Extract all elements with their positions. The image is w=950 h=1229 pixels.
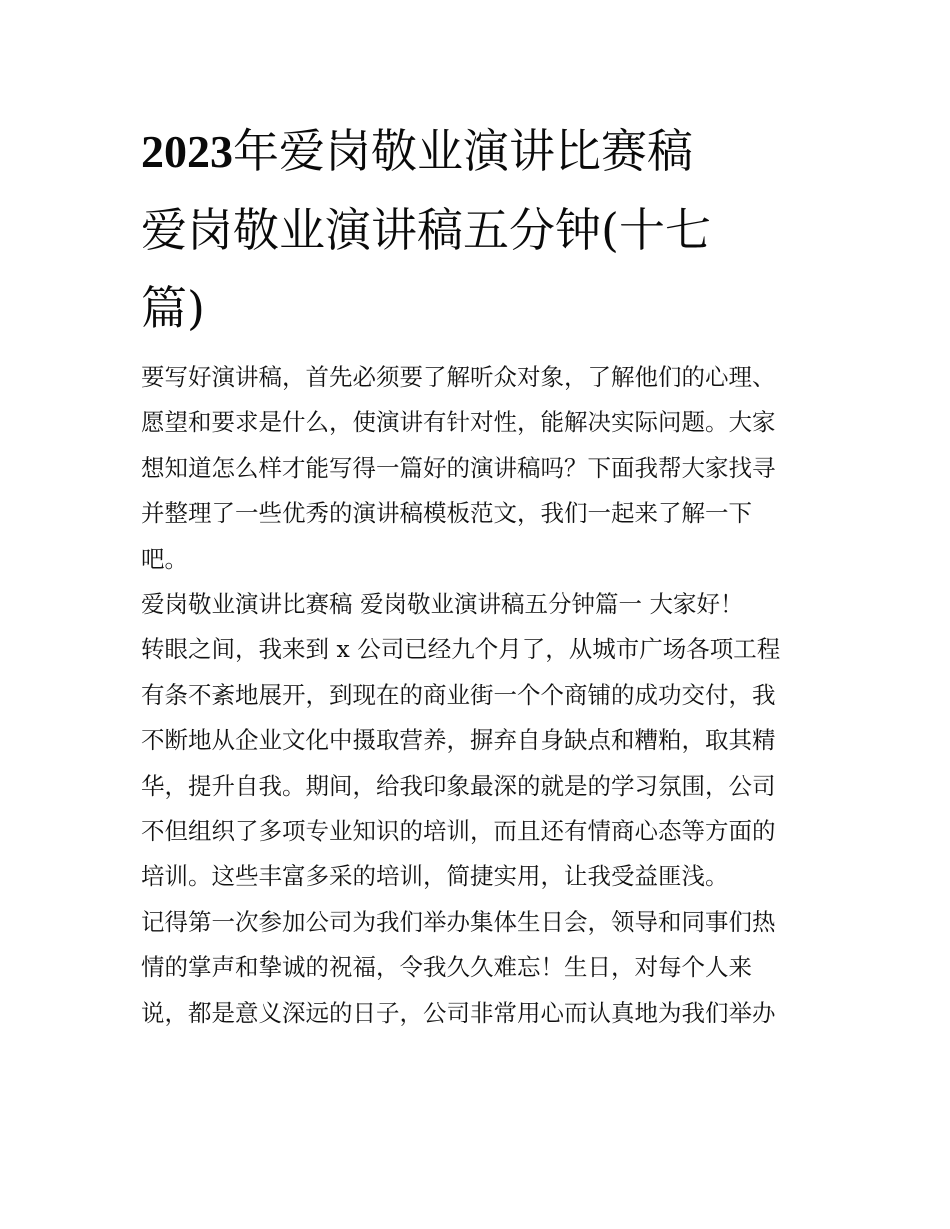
intro-line: 吧。 (141, 544, 188, 573)
document-body (141, 355, 821, 1036)
section-heading (141, 582, 821, 627)
body-paragraph-1 (141, 627, 821, 899)
paragraph-line: 记得第一次参加公司为我们举办集体生日会，领导和同事们热 (141, 907, 776, 936)
title-year: 2023 (141, 126, 233, 177)
title-line-2: 爱岗敬业演讲稿五分钟(十七 (141, 203, 711, 257)
intro-line: 并整理了一些优秀的演讲稿模板范文，我们一起来了解一下 (141, 499, 752, 528)
section-heading-text: 爱岗敬业演讲比赛稿 爱岗敬业演讲稿五分钟篇一 大家好！ (141, 590, 744, 619)
body-paragraph-2 (141, 900, 821, 1036)
intro-line: 愿望和要求是什么，使演讲有针对性，能解决实际问题。大家 (141, 408, 776, 437)
paragraph-line: 情的掌声和挚诚的祝福，令我久久难忘！生日，对每个人来 (141, 953, 752, 982)
title-line-3: 篇) (141, 281, 205, 335)
paragraph-line: 有条不紊地展开，到现在的商业街一个个商铺的成功交付，我 (141, 680, 776, 709)
paragraph-line: 说，都是意义深远的日子，公司非常用心而认真地为我们举办 (141, 998, 776, 1027)
title-line-1 (141, 112, 821, 191)
paragraph-line: 转眼之间，我来到 x 公司已经九个月了，从城市广场各项工程 (141, 635, 781, 664)
paragraph-line: 不断地从企业文化中摄取营养，摒弃自身缺点和糟粕，取其精 (141, 726, 776, 755)
document-title (141, 112, 821, 347)
intro-line: 想知道怎么样才能写得一篇好的演讲稿吗？下面我帮大家找寻 (141, 453, 776, 482)
paragraph-line: 华，提升自我。期间，给我印象最深的就是的学习氛围，公司 (141, 771, 776, 800)
intro-line: 要写好演讲稿，首先必须要了解听众对象，了解他们的心理、 (141, 363, 776, 391)
paragraph-line: 培训。这些丰富多采的培训，简捷实用，让我受益匪浅。 (141, 862, 729, 891)
paragraph-line: 不但组织了多项专业知识的培训，而且还有情商心态等方面的 (141, 817, 776, 846)
title-line-1-text: 年爱岗敬业演讲比赛稿 (233, 124, 693, 178)
intro-paragraph (141, 355, 821, 582)
